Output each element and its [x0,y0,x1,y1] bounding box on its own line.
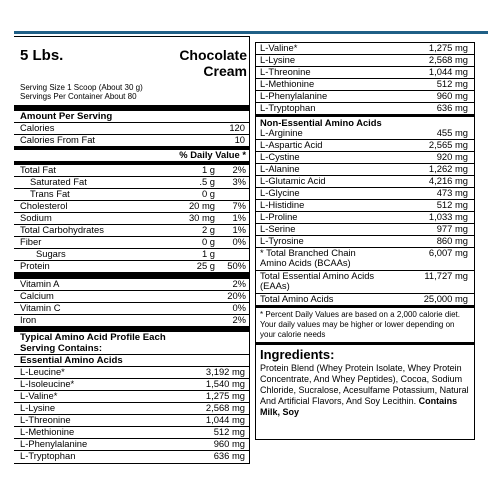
amino-amount: 2,568 mg [428,54,468,65]
amino-label: L-Isoleucine* [20,378,75,389]
amino-row [256,199,474,211]
eaa-amount: 11,727 mg [424,270,468,281]
amino-label: L-Methionine [20,426,75,437]
nutrient-daily-value: 2% [232,164,246,175]
amino-label: L-Tyrosine [260,235,304,246]
amino-label: L-Threonine [20,414,71,425]
amino-label: L-Threonine [260,66,311,77]
nutrient-label: Fiber [20,236,42,247]
serving-size: Serving Size 1 Scoop (About 30 g) [20,83,143,92]
vitamin-row [14,278,249,290]
nutrient-amount: 0 g [201,236,215,247]
amino-label: L-Methionine [260,78,315,89]
amino-row [256,223,474,235]
amino-amount: 3,192 mg [205,366,245,377]
nutrient-daily-value: 3% [232,176,246,187]
amino-row [14,378,249,390]
bcaa-amount: 6,007 mg [428,247,468,258]
amino-label: L-Leucine* [20,366,65,377]
nutrient-label: Sugars [36,248,66,259]
top-accent-bar [14,31,488,34]
nutrient-row [14,176,249,188]
nutrient-table [14,164,249,272]
vitamin-label: Vitamin A [20,278,60,289]
nutrient-row [14,188,249,200]
amino-row [14,450,249,462]
calories-row [14,122,249,134]
nutrient-amount: 20 mg [188,200,215,211]
nutrient-amount: 0 g [201,188,215,199]
amino-amount: 960 mg [213,438,245,449]
essential-amino-table-right [256,43,474,114]
amino-amount: 636 mg [213,450,245,461]
ingredients-list: Protein Blend (Whey Protein Isolate, Whey Protein Concentrate, And Whey Peptides), Cocoa, Sodium Chloride, Sucralose, Acesulfame Potassium, Natural And Artificial Flavors, And Soy Lecithin. [260,363,469,406]
servings-per-container: Servings Per Container About 80 [20,92,137,101]
amino-amount: 1,275 mg [428,42,468,53]
amino-amount: 1,033 mg [428,211,468,222]
serving-info [14,83,249,105]
amino-label: L-Lysine [20,402,56,413]
vitamin-daily-value: 2% [232,278,246,289]
amino-label: L-Tryptophan [20,450,76,461]
calories-fat-value: 10 [234,134,245,145]
nutrient-label: Trans Fat [30,188,70,199]
eaa-label: Total Essential Amino Acids (EAAs) [260,270,375,291]
amino-amount: 920 mg [436,151,468,162]
bcaa-label: * Total Branched Chain Amino Acids (BCAAs) [260,247,356,268]
nutrient-label: Cholesterol [20,200,68,211]
nutrient-row [14,200,249,212]
amino-label: L-Phenylalanine [20,438,88,449]
amino-amount: 1,540 mg [205,378,245,389]
nutrient-amount: 30 mg [188,212,215,223]
amino-label: L-Glycine [260,187,300,198]
ingredients-text [256,362,474,418]
nutrient-amount: 25 g [196,260,215,271]
amino-amount: 1,044 mg [205,414,245,425]
daily-value-header: % Daily Value * [14,149,249,161]
amino-label: L-Glutamic Acid [260,175,326,186]
vitamin-label: Iron [20,314,37,325]
vitamin-row [14,290,249,302]
essential-amino-table-left [14,366,249,462]
amino-amount: 512 mg [436,199,468,210]
vitamin-row [14,302,249,314]
nutrient-row [14,164,249,176]
amino-row [14,402,249,414]
non-essential-amino-heading: Non-Essential Amino Acids [256,114,474,128]
amino-label: L-Valine* [20,390,58,401]
calories-label: Calories [20,122,55,133]
ingredients-heading: Ingredients: [256,342,474,362]
amino-row [256,211,474,223]
amino-amount: 1,275 mg [205,390,245,401]
calories-fat-row [14,134,249,146]
nutrient-row [14,248,249,260]
vitamin-row [14,314,249,326]
nutrient-daily-value [218,249,249,260]
nutrient-row [14,236,249,248]
total-amino-label: Total Amino Acids [260,293,334,304]
amino-label: L-Cystine [260,151,300,162]
amino-amount: 1,044 mg [428,66,468,77]
nutrient-label: Saturated Fat [30,176,87,187]
vitamin-table [14,278,249,326]
amino-label: L-Valine* [260,42,298,53]
amino-row [256,235,474,247]
amino-amount: 2,565 mg [428,139,468,150]
amino-label: L-Phenylalanine [260,90,328,101]
flavor-line-1: Chocolate [179,47,247,63]
amino-amount: 4,216 mg [428,175,468,186]
nutrition-facts-left-panel [14,36,250,464]
bcaa-row [256,247,474,270]
amino-row [256,151,474,163]
allergen-statement: Contains Milk, Soy [260,396,458,417]
nutrient-daily-value: 50% [227,260,246,271]
vitamin-daily-value: 20% [227,290,246,301]
amino-label: L-Aspartic Acid [260,139,323,150]
total-amino-row [256,293,474,305]
nutrient-label: Total Fat [20,164,56,175]
nutrient-amount: .5 g [199,176,215,187]
vitamin-label: Vitamin C [20,302,61,313]
amino-label: L-Lysine [260,54,296,65]
amino-label: L-Arginine [260,127,303,138]
nutrient-row [14,260,249,272]
amino-row [14,426,249,438]
nutrient-label: Sodium [20,212,52,223]
amino-label: L-Serine [260,223,296,234]
nutrient-row [14,212,249,224]
nutrient-daily-value: 1% [232,224,246,235]
total-amino-amount: 25,000 mg [423,293,468,304]
nutrient-label: Total Carbohydrates [20,224,104,235]
calories-value: 120 [229,122,245,133]
amino-label: L-Alanine [260,163,300,174]
amino-row [256,66,474,78]
amount-per-serving-heading: Amount Per Serving [20,111,113,122]
essential-amino-heading-left: Essential Amino Acids [14,354,249,366]
amino-amount: 977 mg [436,223,468,234]
amino-row [14,366,249,378]
nutrient-daily-value: 0% [232,236,246,247]
amino-row [14,414,249,426]
calories-fat-label: Calories From Fat [20,134,96,145]
amino-row [256,128,474,139]
amino-amount: 455 mg [436,127,468,138]
amino-amount: 2,568 mg [205,402,245,413]
amino-profile-title-2: Serving Contains: [20,343,103,354]
nutrient-amount: 1 g [201,248,215,259]
amino-label: L-Tryptophan [260,102,316,113]
daily-value-footnote: * Percent Daily Values are based on a 2,000 calorie diet. Your daily values may be higher or lower depending on your calorie needs [256,305,474,342]
amino-row [256,175,474,187]
nutrient-daily-value: 7% [232,200,246,211]
product-header [14,37,249,83]
amino-amount: 636 mg [436,102,468,113]
amino-amount: 512 mg [436,78,468,89]
amino-amount: 860 mg [436,235,468,246]
nutrient-daily-value [218,189,249,200]
amino-row [256,163,474,175]
amino-row [256,139,474,151]
amino-row [256,102,474,114]
vitamin-daily-value: 2% [232,314,246,325]
amino-amount: 473 mg [436,187,468,198]
nutrient-label: Protein [20,260,50,271]
nutrient-amount: 2 g [201,224,215,235]
amino-amount: 1,262 mg [428,163,468,174]
amino-label: L-Proline [260,211,298,222]
amino-row [14,438,249,450]
flavor-line-2: Cream [203,63,247,79]
eaa-row [256,270,474,293]
amino-row [256,54,474,66]
amino-row [256,43,474,54]
amino-amount: 960 mg [436,90,468,101]
product-flavor [179,47,247,79]
vitamin-label: Calcium [20,290,54,301]
nutrient-amount: 1 g [201,164,215,175]
amino-row [256,90,474,102]
nutrition-facts-right-panel [255,42,475,440]
amino-amount: 512 mg [213,426,245,437]
product-weight: 5 Lbs. [20,47,64,64]
amino-profile-title-1: Typical Amino Acid Profile Each [20,332,166,343]
amino-row [256,187,474,199]
nutrient-row [14,224,249,236]
nutrient-daily-value: 1% [232,212,246,223]
vitamin-daily-value: 0% [232,302,246,313]
non-essential-amino-table [256,128,474,247]
amino-row [14,390,249,402]
amino-row [256,78,474,90]
amino-label: L-Histidine [260,199,305,210]
